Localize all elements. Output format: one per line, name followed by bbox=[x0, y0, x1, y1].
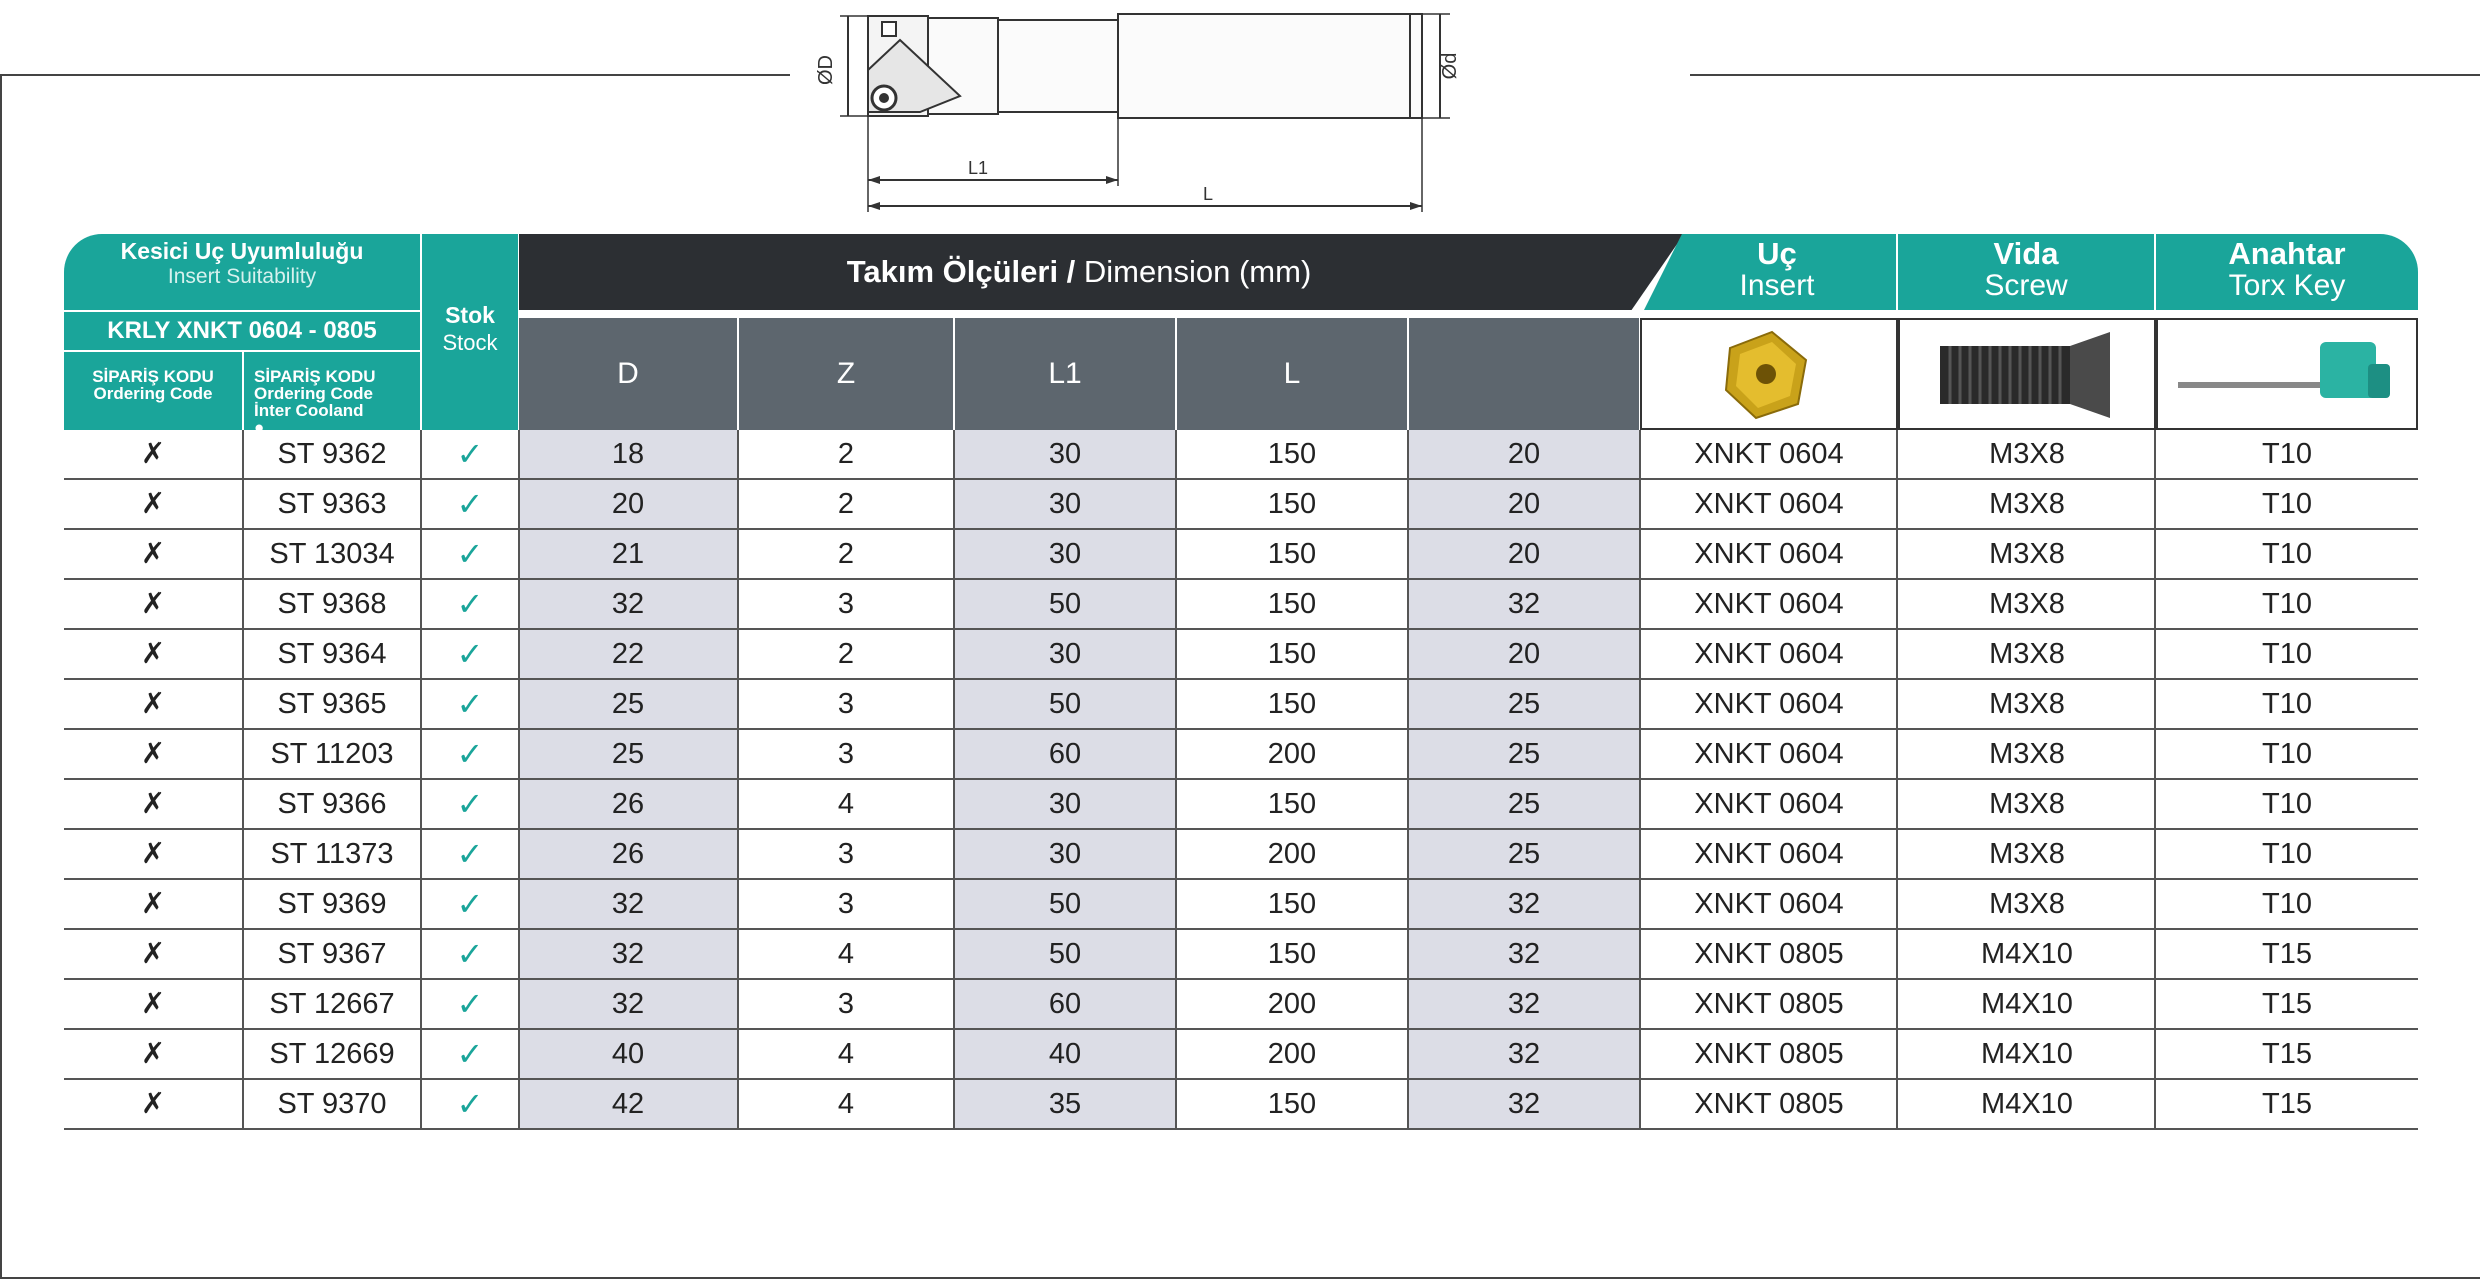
screw-cell: M4X10 bbox=[1981, 1088, 2073, 1120]
stock-check-cell: ✓ bbox=[456, 1036, 484, 1072]
dim-L1-cell: 50 bbox=[955, 680, 1175, 728]
coolant-code-cell: ✗ bbox=[140, 488, 166, 520]
dim-L1-cell: 30 bbox=[955, 780, 1175, 828]
dim-d-cell: 20 bbox=[1409, 430, 1639, 478]
dim-d-cell: 25 bbox=[1409, 830, 1639, 878]
insert-cell: XNKT 0604 bbox=[1694, 838, 1844, 870]
screw-cell: M4X10 bbox=[1981, 1038, 2073, 1070]
coolant-drop-icon: ● bbox=[254, 418, 265, 437]
dim-L1-cell: 40 bbox=[955, 1030, 1175, 1078]
screw-cell: M4X10 bbox=[1981, 988, 2073, 1020]
dim-D-cell: 42 bbox=[519, 1080, 737, 1128]
ordering-code-cell: ST 9368 bbox=[277, 588, 387, 620]
screw-cell: M3X8 bbox=[1989, 688, 2065, 720]
table-row bbox=[64, 880, 2418, 930]
screw-cell: M3X8 bbox=[1989, 738, 2065, 770]
ordering-code-cell: ST 9367 bbox=[277, 938, 387, 970]
ordering-code-cell: ST 9370 bbox=[277, 1088, 387, 1120]
insert-suitability-header: Kesici Uç Uyumluluğu Insert Suitability bbox=[120, 238, 364, 288]
stock-check-cell: ✓ bbox=[456, 736, 484, 772]
dim-L1-cell: 30 bbox=[955, 830, 1175, 878]
table-row bbox=[64, 1030, 2418, 1080]
insert-cell: XNKT 0604 bbox=[1694, 688, 1844, 720]
insert-cell: XNKT 0604 bbox=[1694, 638, 1844, 670]
dim-D-cell: 26 bbox=[519, 830, 737, 878]
ordering-code-cell: ST 9363 bbox=[277, 488, 387, 520]
key-cell: T10 bbox=[2262, 838, 2312, 870]
stock-check-cell: ✓ bbox=[456, 536, 484, 572]
dim-D-cell: 25 bbox=[519, 730, 737, 778]
dim-L-cell: 150 bbox=[1267, 638, 1317, 670]
insert-cell: XNKT 0805 bbox=[1694, 938, 1844, 970]
dim-L1-cell: 30 bbox=[955, 480, 1175, 528]
dim-D-cell: 32 bbox=[519, 980, 737, 1028]
dim-d-cell: 25 bbox=[1409, 780, 1639, 828]
dim-L-cell: 200 bbox=[1267, 1038, 1317, 1070]
stock-check-cell: ✓ bbox=[456, 986, 484, 1022]
table-row bbox=[64, 480, 2418, 530]
insert-cell: XNKT 0604 bbox=[1694, 888, 1844, 920]
key-cell: T10 bbox=[2262, 488, 2312, 520]
ordering-code-cell: ST 11373 bbox=[270, 838, 394, 870]
tool-drawing-svg bbox=[790, 0, 1690, 220]
ordering-code-coolant-header: SİPARİŞ KODU Ordering Code İnter Cooland ● bbox=[244, 352, 420, 430]
dim-D-cell: 40 bbox=[519, 1030, 737, 1078]
key-header: Anahtar Torx Key bbox=[2228, 236, 2346, 302]
dim-L1-cell: 30 bbox=[955, 530, 1175, 578]
label-L: L bbox=[1202, 184, 1214, 204]
dim-L-cell: 200 bbox=[1267, 738, 1317, 770]
coolant-code-cell: ✗ bbox=[140, 738, 166, 770]
stock-check-cell: ✓ bbox=[456, 1086, 484, 1122]
dim-L1-cell: 50 bbox=[955, 930, 1175, 978]
stock-check-cell: ✓ bbox=[456, 686, 484, 722]
insert-icon bbox=[1642, 320, 1896, 428]
dim-L-cell: 150 bbox=[1267, 938, 1317, 970]
stock-check-cell: ✓ bbox=[456, 786, 484, 822]
dim-L-cell: 150 bbox=[1267, 688, 1317, 720]
key-cell: T10 bbox=[2262, 788, 2312, 820]
insert-cell: XNKT 0805 bbox=[1694, 1088, 1844, 1120]
table-row bbox=[64, 630, 2418, 680]
insert-cell: XNKT 0805 bbox=[1694, 1038, 1844, 1070]
dim-d-cell: 25 bbox=[1409, 680, 1639, 728]
tool-drawing bbox=[790, 0, 1690, 220]
screw-icon bbox=[1900, 320, 2154, 428]
dim-L-cell: 150 bbox=[1267, 588, 1317, 620]
dim-Z-cell: 2 bbox=[837, 438, 855, 470]
dim-L-cell: 200 bbox=[1267, 988, 1317, 1020]
dim-d-cell: 20 bbox=[1409, 480, 1639, 528]
key-cell: T15 bbox=[2262, 1038, 2312, 1070]
ordering-code-cell: ST 9369 bbox=[277, 888, 387, 920]
dim-L1-cell: 30 bbox=[955, 630, 1175, 678]
ordering-code-cell: ST 9365 bbox=[277, 688, 387, 720]
stock-check-cell: ✓ bbox=[456, 436, 484, 472]
dim-d-cell: 32 bbox=[1409, 1030, 1639, 1078]
dim-Z-cell: 2 bbox=[837, 638, 855, 670]
dim-d-cell: 32 bbox=[1409, 980, 1639, 1028]
label-d: Ød bbox=[1439, 52, 1461, 80]
stock-check-cell: ✓ bbox=[456, 836, 484, 872]
table-row bbox=[64, 530, 2418, 580]
coolant-code-cell: ✗ bbox=[140, 838, 166, 870]
insert-cell: XNKT 0604 bbox=[1694, 588, 1844, 620]
coolant-code-cell: ✗ bbox=[140, 438, 166, 470]
dim-L-cell: 150 bbox=[1267, 1088, 1317, 1120]
screw-cell: M3X8 bbox=[1989, 888, 2065, 920]
table-body bbox=[64, 430, 2418, 1130]
dim-d-cell: 32 bbox=[1409, 930, 1639, 978]
dim-L-cell: 150 bbox=[1267, 788, 1317, 820]
dim-D-cell: 20 bbox=[519, 480, 737, 528]
ordering-code-cell: ST 12669 bbox=[269, 1038, 395, 1070]
stock-check-cell: ✓ bbox=[456, 886, 484, 922]
coolant-code-cell: ✗ bbox=[140, 938, 166, 970]
coolant-code-cell: ✗ bbox=[140, 538, 166, 570]
screw-cell: M3X8 bbox=[1989, 588, 2065, 620]
table-row bbox=[64, 780, 2418, 830]
coolant-code-cell: ✗ bbox=[140, 688, 166, 720]
dim-Z-cell: 4 bbox=[837, 788, 855, 820]
dim-Z-cell: 4 bbox=[837, 1038, 855, 1070]
dim-D-cell: 26 bbox=[519, 780, 737, 828]
table-row bbox=[64, 930, 2418, 980]
screw-cell: M3X8 bbox=[1989, 438, 2065, 470]
stock-check-cell: ✓ bbox=[456, 486, 484, 522]
dim-Z-cell: 3 bbox=[837, 888, 855, 920]
dim-L1-cell: 35 bbox=[955, 1080, 1175, 1128]
screw-cell: M3X8 bbox=[1989, 838, 2065, 870]
dim-L-cell: 150 bbox=[1267, 438, 1317, 470]
dim-L1-cell: 30 bbox=[955, 430, 1175, 478]
insert-cell: XNKT 0604 bbox=[1694, 438, 1844, 470]
screw-cell: M3X8 bbox=[1989, 788, 2065, 820]
dim-d-cell: 32 bbox=[1409, 1080, 1639, 1128]
col-L: L bbox=[1177, 318, 1407, 430]
insert-cell: XNKT 0604 bbox=[1694, 538, 1844, 570]
key-cell: T10 bbox=[2262, 588, 2312, 620]
label-L1: L1 bbox=[967, 158, 989, 178]
dim-Z-cell: 3 bbox=[837, 838, 855, 870]
dim-L1-cell: 50 bbox=[955, 880, 1175, 928]
coolant-code-cell: ✗ bbox=[140, 888, 166, 920]
ordering-code-cell: ST 9362 bbox=[277, 438, 387, 470]
insert-cell: XNKT 0805 bbox=[1694, 988, 1844, 1020]
coolant-code-cell: ✗ bbox=[140, 1038, 166, 1070]
stock-check-cell: ✓ bbox=[456, 586, 484, 622]
dim-L-cell: 200 bbox=[1267, 838, 1317, 870]
stock-check-cell: ✓ bbox=[456, 936, 484, 972]
table-row bbox=[64, 680, 2418, 730]
insert-cell: XNKT 0604 bbox=[1694, 738, 1844, 770]
stock-check-cell: ✓ bbox=[456, 636, 484, 672]
coolant-code-cell: ✗ bbox=[140, 638, 166, 670]
dim-d-cell: 32 bbox=[1409, 880, 1639, 928]
insert-cell: XNKT 0604 bbox=[1694, 488, 1844, 520]
dim-d-cell: 25 bbox=[1409, 730, 1639, 778]
dim-D-cell: 25 bbox=[519, 680, 737, 728]
screw-cell: M3X8 bbox=[1989, 488, 2065, 520]
key-cell: T10 bbox=[2262, 738, 2312, 770]
coolant-code-cell: ✗ bbox=[140, 988, 166, 1020]
dim-Z-cell: 3 bbox=[837, 738, 855, 770]
dim-Z-cell: 3 bbox=[837, 588, 855, 620]
screw-cell: M4X10 bbox=[1981, 938, 2073, 970]
table-row bbox=[64, 580, 2418, 630]
table-row bbox=[64, 730, 2418, 780]
screw-image bbox=[1898, 318, 2156, 430]
dim-L-cell: 150 bbox=[1267, 538, 1317, 570]
dim-d-cell: 32 bbox=[1409, 580, 1639, 628]
dim-Z-cell: 2 bbox=[837, 538, 855, 570]
dim-d-cell: 20 bbox=[1409, 630, 1639, 678]
key-cell: T10 bbox=[2262, 638, 2312, 670]
screw-header: Vida Screw bbox=[1984, 236, 2068, 302]
col-d bbox=[1409, 318, 1639, 430]
table-row bbox=[64, 430, 2418, 480]
dim-Z-cell: 3 bbox=[837, 988, 855, 1020]
col-L1: L1 bbox=[955, 318, 1175, 430]
insert-header: Uç Insert bbox=[1739, 236, 1815, 302]
insert-cell: XNKT 0604 bbox=[1694, 788, 1844, 820]
dim-L-cell: 150 bbox=[1267, 488, 1317, 520]
dim-L1-cell: 50 bbox=[955, 580, 1175, 628]
key-cell: T15 bbox=[2262, 1088, 2312, 1120]
dim-D-cell: 21 bbox=[519, 530, 737, 578]
dim-Z-cell: 4 bbox=[837, 1088, 855, 1120]
dim-L1-cell: 60 bbox=[955, 730, 1175, 778]
ordering-code-cell: ST 9366 bbox=[277, 788, 387, 820]
col-D: D bbox=[519, 318, 737, 430]
key-cell: T15 bbox=[2262, 988, 2312, 1020]
dim-L-cell: 150 bbox=[1267, 888, 1317, 920]
dim-D-cell: 32 bbox=[519, 580, 737, 628]
col-Z: Z bbox=[739, 318, 953, 430]
ordering-code-cell: ST 12667 bbox=[269, 988, 395, 1020]
insert-family: KRLY XNKT 0604 - 0805 bbox=[64, 312, 420, 350]
dim-Z-cell: 2 bbox=[837, 488, 855, 520]
key-cell: T10 bbox=[2262, 538, 2312, 570]
ordering-code-header: SİPARİŞ KODU Ordering Code bbox=[64, 352, 242, 430]
coolant-code-cell: ✗ bbox=[140, 588, 166, 620]
dim-D-cell: 32 bbox=[519, 880, 737, 928]
dim-D-cell: 18 bbox=[519, 430, 737, 478]
dim-L1-cell: 60 bbox=[955, 980, 1175, 1028]
dim-Z-cell: 4 bbox=[837, 938, 855, 970]
label-D: ØD bbox=[815, 55, 837, 85]
key-cell: T10 bbox=[2262, 888, 2312, 920]
insert-image bbox=[1640, 318, 1898, 430]
table-row bbox=[64, 1080, 2418, 1130]
dim-Z-cell: 3 bbox=[837, 688, 855, 720]
screw-cell: M3X8 bbox=[1989, 538, 2065, 570]
torx-key-icon bbox=[2158, 320, 2416, 428]
dim-D-cell: 32 bbox=[519, 930, 737, 978]
dim-D-cell: 22 bbox=[519, 630, 737, 678]
table-row bbox=[64, 830, 2418, 880]
table-row bbox=[64, 980, 2418, 1030]
table-header bbox=[64, 234, 2418, 437]
dimension-header: Takım Ölçüleri / Dimension (mm) bbox=[846, 254, 1312, 289]
torx-key-image bbox=[2156, 318, 2418, 430]
coolant-code-cell: ✗ bbox=[140, 788, 166, 820]
key-cell: T15 bbox=[2262, 938, 2312, 970]
dim-d-cell: 20 bbox=[1409, 530, 1639, 578]
stock-header: Stok Stock bbox=[422, 234, 518, 430]
screw-cell: M3X8 bbox=[1989, 638, 2065, 670]
key-cell: T10 bbox=[2262, 438, 2312, 470]
key-cell: T10 bbox=[2262, 688, 2312, 720]
coolant-code-cell: ✗ bbox=[140, 1088, 166, 1120]
ordering-code-cell: ST 13034 bbox=[269, 538, 395, 570]
ordering-code-cell: ST 9364 bbox=[277, 638, 387, 670]
ordering-code-cell: ST 11203 bbox=[270, 738, 394, 770]
